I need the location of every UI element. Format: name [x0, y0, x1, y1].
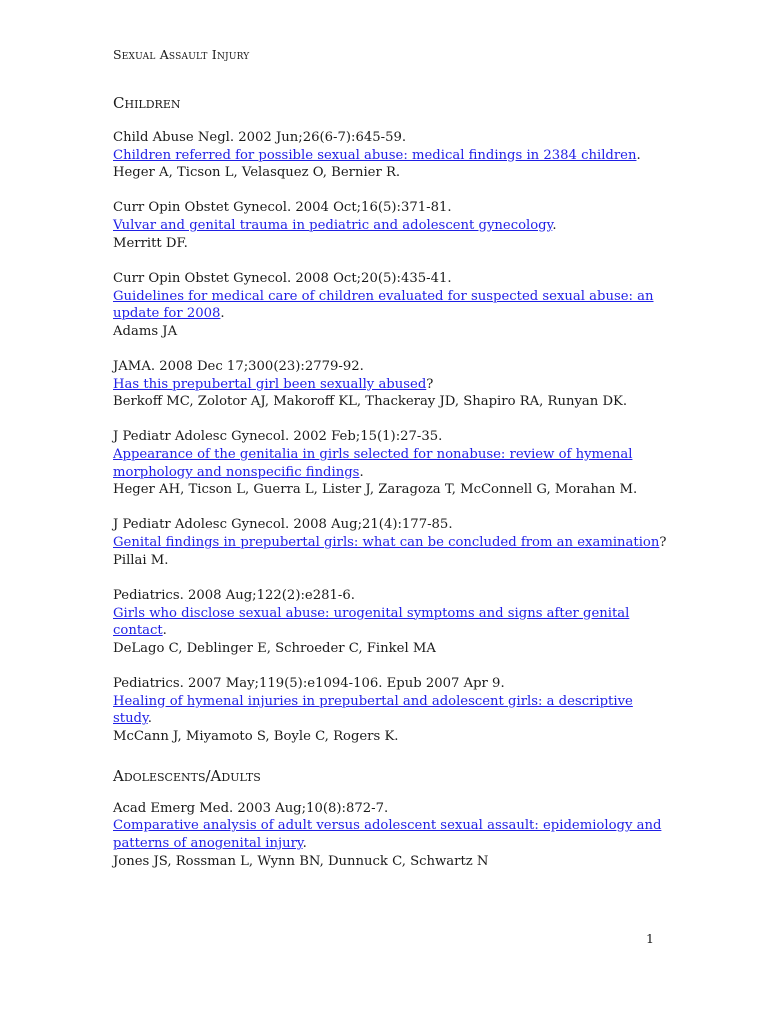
citation-title-suffix: ?: [659, 535, 667, 551]
section-children: [113, 93, 673, 746]
citation-source: J Pediatr Adolesc Gynecol. 2008 Aug;21(4):177-85.: [113, 517, 453, 533]
citation-authors: Heger AH, Ticson L, Guerra L, Lister J, Zaragoza T, McConnell G, Morahan M.: [113, 482, 638, 498]
page-number: 1: [646, 931, 654, 946]
citation-title-suffix: .: [162, 623, 167, 639]
citation-entry: [113, 800, 673, 871]
citation-title-link[interactable]: Vulvar and genital trauma in pediatric and adolescent gynecology: [113, 218, 553, 234]
citation-entry: [113, 428, 673, 499]
citation-title-link[interactable]: Children referred for possible sexual abuse: medical findings in 2384 children: [113, 147, 637, 163]
citation-entry: [113, 587, 673, 658]
citation-title-link[interactable]: Has this prepubertal girl been sexually abused: [113, 376, 427, 392]
citation-title-suffix: .: [302, 836, 307, 852]
citation-title-suffix: .: [552, 218, 557, 234]
citation-entry: [113, 516, 673, 569]
citation-authors: DeLago C, Deblinger E, Schroeder C, Finkel MA: [113, 640, 436, 656]
citation-title-suffix: .: [220, 306, 225, 322]
citation-title-link[interactable]: Healing of hymenal injuries in prepubertal and adolescent girls: a descriptive study: [113, 693, 633, 727]
citation-source: Pediatrics. 2008 Aug;122(2):e281-6.: [113, 587, 355, 603]
citation-title-suffix: .: [147, 711, 152, 727]
citation-authors: Pillai M.: [113, 552, 169, 568]
citation-authors: McCann J, Miyamoto S, Boyle C, Rogers K.: [113, 729, 399, 745]
citation-entry: [113, 358, 673, 411]
section-adolescents-adults: [113, 766, 673, 871]
citation-title-suffix: ?: [426, 376, 434, 392]
citation-title-suffix: .: [359, 464, 364, 480]
running-header: Sexual Assault Injury: [113, 47, 250, 62]
citation-title-link[interactable]: Comparative analysis of adult versus adolescent sexual assault: epidemiology and patterns of anogenital injury: [113, 818, 662, 852]
citation-authors: Berkoff MC, Zolotor AJ, Makoroff KL, Thackeray JD, Shapiro RA, Runyan DK.: [113, 394, 628, 410]
citation-entry: [113, 270, 673, 341]
citation-source: Child Abuse Negl. 2002 Jun;26(6-7):645-59.: [113, 130, 407, 145]
document-page: [113, 46, 673, 888]
citation-title-link[interactable]: Genital findings in prepubertal girls: what can be concluded from an examination: [113, 535, 660, 551]
citation-authors: Adams JA: [113, 323, 178, 339]
citation-title-link[interactable]: Girls who disclose sexual abuse: urogenital symptoms and signs after genital contact: [113, 605, 630, 639]
citation-source: Acad Emerg Med. 2003 Aug;10(8):872-7.: [113, 800, 389, 816]
citation-authors: Heger A, Ticson L, Velasquez O, Bernier R.: [113, 165, 401, 181]
citation-title-link[interactable]: Guidelines for medical care of children evaluated for suspected sexual abuse: an update for 2008: [113, 288, 654, 322]
citation-source: Curr Opin Obstet Gynecol. 2004 Oct;16(5):371-81.: [113, 200, 452, 216]
citation-source: Pediatrics. 2007 May;119(5):e1094-106. Epub 2007 Apr 9.: [113, 675, 505, 691]
citation-source: J Pediatr Adolesc Gynecol. 2002 Feb;15(1):27-35.: [113, 429, 443, 445]
citation-entry: [113, 199, 673, 252]
citation-source: JAMA. 2008 Dec 17;300(23):2779-92.: [113, 358, 364, 374]
citation-authors: Jones JS, Rossman L, Wynn BN, Dunnuck C, Schwartz N: [113, 853, 489, 869]
section-title: Adolescents/Adults: [113, 766, 261, 785]
citation-source: Curr Opin Obstet Gynecol. 2008 Oct;20(5):435-41.: [113, 270, 452, 286]
citation-title-suffix: .: [636, 147, 641, 163]
citation-entry: [113, 129, 673, 182]
citation-authors: Merritt DF.: [113, 235, 188, 251]
section-title: Children: [113, 94, 181, 112]
citation-title-link[interactable]: Appearance of the genitalia in girls selected for nonabuse: review of hymenal morphology and nonspecific findings: [113, 447, 633, 480]
citation-entry: [113, 675, 673, 746]
